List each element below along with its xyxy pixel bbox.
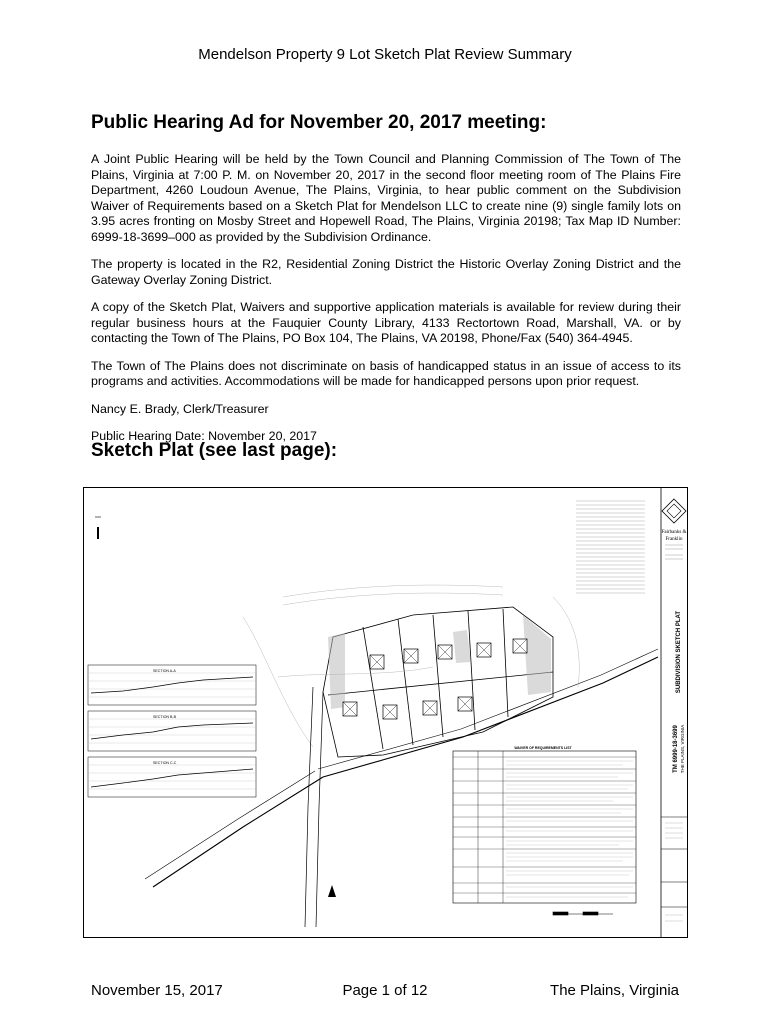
hearing-heading: Public Hearing Ad for November 20, 2017 meeting:: [91, 112, 547, 133]
firm-name-2: Franklin: [665, 537, 683, 542]
hearing-paragraph-1: A Joint Public Hearing will be held by the Town Council and Planning Commission of The Town of The Plains, Virginia at 7:00 P. M. on November 20, 2017 in the second floor meeting room of The Plains Fire Department, 4260 Loudoun Avenue, The Plains, Virginia, to hear public comment on the Subdivision Waiver of Requirements based on a Sketch Plat for Mendelson LLC to create nine (9) single family lots on 3.95 acres fronting on Mosby Street and Hopewell Road, The Plains, Virginia 20198; Tax Map ID Number: 6999-18-3699–000 as provided by the Subdivision Ordinance.: [91, 152, 681, 244]
footer-date: November 15, 2017: [91, 982, 223, 999]
footer-location: The Plains, Virginia: [550, 982, 679, 999]
hearing-body: [91, 152, 681, 457]
waiver-table: [453, 746, 636, 903]
signature-date: Public Hearing Date: November 20, 2017: [91, 429, 317, 443]
footer-page-number: Page 1 of 12: [342, 982, 428, 999]
section-label-b: SECTION B-B: [153, 715, 176, 719]
firm-name-1: Fairbanks &: [661, 530, 687, 535]
waiver-table-title: WAIVER OF REQUIREMENTS LIST: [514, 746, 572, 750]
sketch-plat-drawing: [83, 487, 688, 938]
hearing-paragraph-3: A copy of the Sketch Plat, Waivers and supportive application materials is available for review during their regular business hours at the Fauquier County Library, 4133 Rectortown Road, Marshall, VA. or by contacting the Town of The Plains, PO Box 104, The Plains, VA 20198, Phone/Fax (540) 364-4945.: [91, 300, 681, 345]
page-header: Mendelson Property 9 Lot Sketch Plat Review Summary: [198, 46, 572, 63]
plat-tax-map: TM 6999-18-3699: [673, 725, 679, 773]
hearing-paragraph-4: The Town of The Plains does not discriminate on basis of handicapped status in an issue of access to its programs and activities. Accommodations will be made for handicapped persons upon prior request.: [91, 358, 681, 388]
hearing-paragraph-2: The property is located in the R2, Residential Zoning District the Historic Overlay Zoning District and the Gateway Overlay Zoning District.: [91, 257, 681, 287]
plat-heading: Sketch Plat (see last page):: [91, 440, 338, 461]
plat-vertical-title: SUBDIVISION SKETCH PLAT: [676, 610, 682, 694]
section-label-c: SECTION C-C: [153, 761, 177, 765]
plat-location: THE PLAINS, VIRGINIA: [680, 724, 685, 774]
section-label-a: SECTION A-A: [153, 669, 176, 673]
signature-name: Nancy E. Brady, Clerk/Treasurer: [91, 401, 269, 416]
section-profiles: [88, 665, 256, 797]
